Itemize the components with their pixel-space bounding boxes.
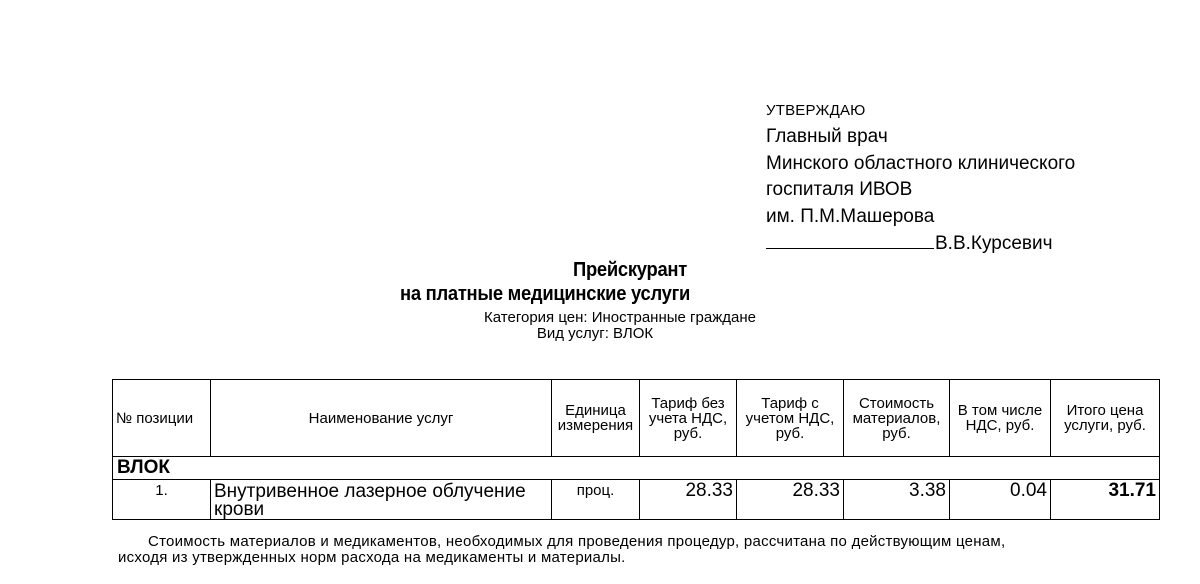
approval-line-hospital: госпиталя ИВОВ [766,179,913,200]
header-tariff-with-vat: Тариф с учетом НДС, руб. [737,380,844,457]
cell-tariff-no-vat: 28.33 [640,480,737,520]
group-row [113,457,1160,480]
title-block [330,258,930,342]
header-tariff-no-vat: Тариф без учета НДС, руб. [640,380,737,457]
approval-block [766,100,1166,258]
cell-materials-cost: 3.38 [844,480,950,520]
table-header-row [113,380,1160,457]
document-title: Прейскурант [572,259,687,281]
table-row [113,480,1160,520]
header-service-name: Наименование услуг [211,380,552,457]
header-total: Итого цена услуги, руб. [1051,380,1160,457]
service-type: Вид услуг: ВЛОК [536,325,654,342]
approval-line-position: Главный врач [766,126,888,147]
header-vat: В том числе НДС, руб. [950,380,1051,457]
cell-service-name: Внутривенное лазерное облучение крови [211,480,552,520]
cell-vat: 0.04 [950,480,1051,520]
group-label: ВЛОК [113,457,1160,480]
cell-position: 1. [113,480,211,520]
approval-line-named-after: им. П.М.Машерова [766,205,935,227]
price-table [112,379,1160,520]
header-unit: Единица измерения [552,380,640,457]
cell-unit: проц. [552,480,640,520]
footnote-line-2: исходя из утвержденных норм расхода на медикаменты и материалы. [118,549,626,566]
footnote [118,534,1118,566]
signature-line [766,230,934,249]
document-subtitle: на платные медицинские услуги [399,283,691,305]
footnote-line-1: Стоимость материалов и медикаментов, необходимых для проведения процедур, рассчитана по действующим ценам, [148,533,1006,550]
approval-signature [766,230,1166,258]
cell-total: 31.71 [1051,480,1160,520]
header-position: № позиции [113,380,211,457]
approval-line-organization: Минского областного клинического [766,152,1076,174]
approval-header: УТВЕРЖДАЮ [766,102,866,119]
header-materials-cost: Стоимость материалов, руб. [844,380,950,457]
cell-tariff-with-vat: 28.33 [737,480,844,520]
price-category: Категория цен: Иностранные граждане [484,309,756,326]
signature-name: В.В.Курсевич [935,233,1053,254]
